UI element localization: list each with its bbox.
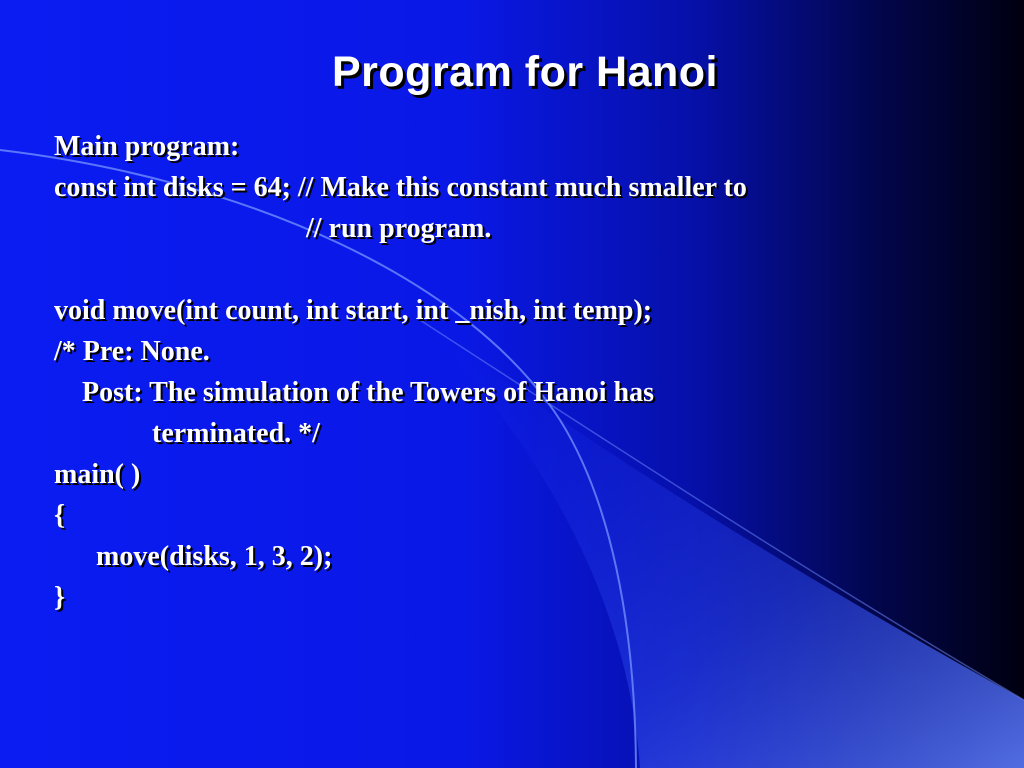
- code-line-comment-run: // run program.: [54, 213, 492, 244]
- code-line-move-decl: void move(int count, int start, int _nish, int temp);: [54, 295, 653, 326]
- code-line-pre: /* Pre: None.: [54, 336, 210, 367]
- code-line-const-disks: const int disks = 64; // Make this constant much smaller to: [54, 172, 747, 203]
- code-block: [54, 126, 747, 618]
- code-line-move-call: move(disks, 1, 3, 2);: [54, 541, 333, 572]
- slide-title: Program for Hanoi: [332, 48, 718, 96]
- code-line-main-func: main( ): [54, 459, 141, 490]
- code-line-main-label: Main program:: [54, 131, 240, 162]
- code-line-terminated: terminated. */: [54, 418, 320, 449]
- code-line-post: Post: The simulation of the Towers of Hanoi has: [54, 377, 654, 408]
- code-line-open-brace: {: [54, 500, 66, 531]
- code-line-blank: [54, 249, 747, 290]
- code-line-close-brace: }: [54, 582, 66, 613]
